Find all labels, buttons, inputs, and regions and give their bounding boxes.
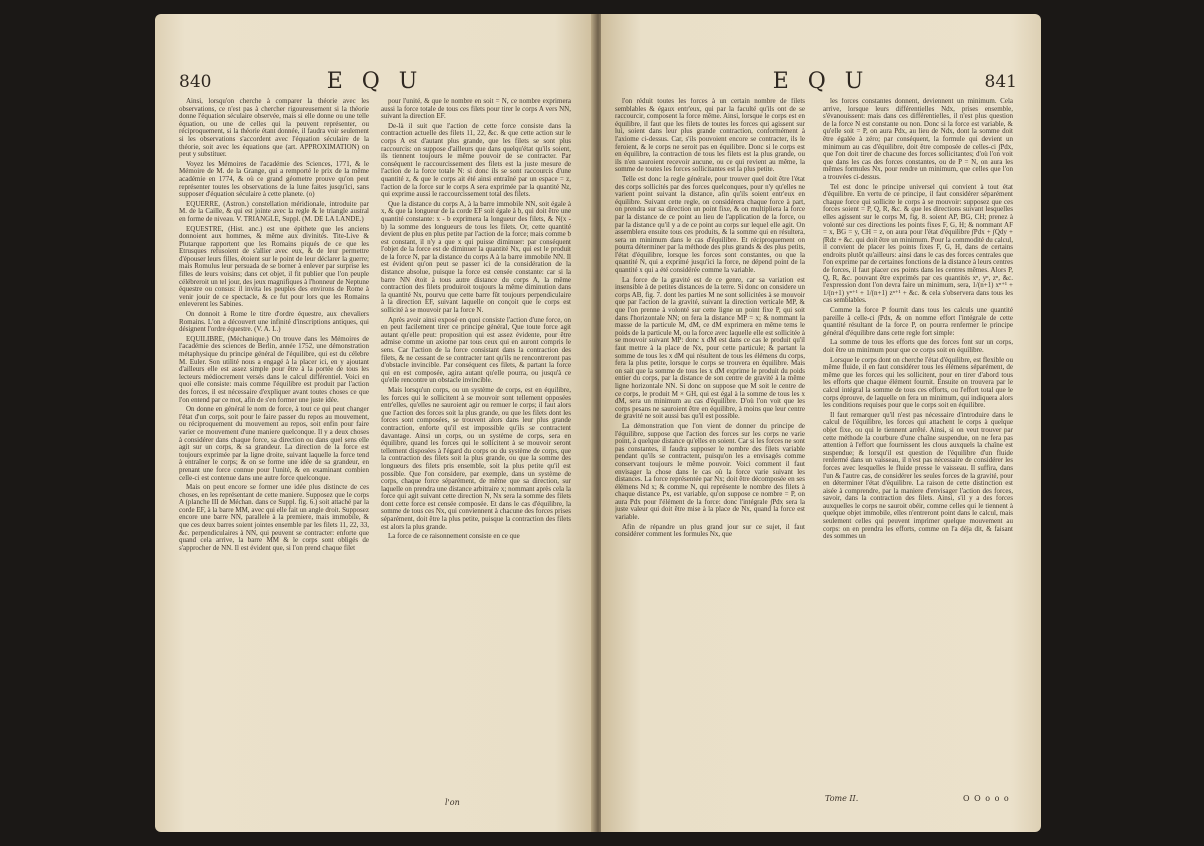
open-book	[155, 14, 1041, 832]
signature-mark: O O o o o	[963, 794, 1010, 803]
paragraph: Ainsi, lorsqu'on cherche à comparer la théorie avec les observations, ce n'est pas à chercher rigoureusement si la théorie donne l'équation séculaire observée, mais si elle donne ou une telle équation, ou une de celles qui la peuvent représenter, ou réciproquement, si la théorie étant donnée, il faudra voir seulement si les observations s'accordent avec l'équation séculaire de la théorie, soit avec les équations que (art. APPROXIMATION) on peut y substituer.	[179, 98, 369, 159]
paragraph: Mais on peut encore se former une idée plus distincte de ces choses, en les représentant de cette maniere. Supposez que le corps A (planche III de Méchan. dans ce Suppl. fig. 6.) soit attaché par la corde EF, à la barre MM, avec qui elle fait un angle droit. Supposez encore une barre NN, parallele à la premiere, mais immobile, & que ces deux barres soient jointes ensemble par les filets 11, 22, 33, &c. perpendiculaires à NN, qui peuvent se contracter: enforte que quand cela arrive, la barre MM & le corps sont obligés de s'approcher de NN. Il est évident que, si l'on prend chaque filet	[179, 483, 369, 552]
paragraph: La somme de tous les efforts que des forces font sur un corps, doit être un minimum pour que ce corps soit en équilibre.	[823, 338, 1013, 354]
right-page	[601, 14, 1041, 832]
paragraph: La démonstration que l'on vient de donner du principe de l'équilibre, suppose que l'action des forces sur les corps ne varie point, à quelque distance qu'elles en soient. Car si les forces ne sont pas constantes, il faudra supposer le nombre des filets variable pendant qu'ils se contractent, puisqu'on les a envisagés comme conservant toujours le même pouvoir. Voici comment il faut envisager la chose dans le cas où la force varie suivant les distances. La force représentée par Nx; doit être décomposée en ses élémens Nd x; & comme N, qui représente le nombre des filets à chaque distance Px, est variable, qu'on suppose ce nombre = P, on aura Pdx pour l'élément de la force: donc l'intégrale ∫Pdx sera la juste valeur qui doit être mise à la place de Nx, quand la force est variable.	[615, 421, 805, 522]
running-head-right: E Q U	[772, 69, 870, 94]
running-head-left: E Q U	[326, 69, 424, 94]
right-column-2	[823, 98, 1013, 798]
paragraph: La force de ce raisonnement consiste en ce que	[388, 532, 520, 541]
catchword-left: l'on	[445, 798, 460, 807]
paragraph: EQUILIBRE, (Méchanique.) On trouve dans les Mémoires de l'académie des sciences de Berlin, année 1752, une démonstration métaphysique du principe général de l'équilibre, qui est du célebre M. Euler. Son utilité nous a engagé à la placer ici, en y ajoutant d'ailleurs elle est assez simple pour être à la portée de tous les lecteurs médiocrement versés dans le calcul différentiel. Voici en quoi elle consiste: mais comme l'équilibre est produit par l'action des forces, il est nécessaire d'expliquer avant toutes choses ce que l'on entend par ce mot, afin de s'en former une juste idée.	[179, 334, 369, 404]
left-page	[155, 14, 595, 832]
volume-footer: Tome II.	[825, 794, 859, 803]
paragraph: Voyez les Mémoires de l'académie des Sciences, 1771, & le Mémoire de M. de la Grange, qui a remporté le prix de la même académie en 1774, & où ce grand géometre prouve qu'on peut représenter toutes les observations de la lune faites jusqu'ici, sans supposer d'équation séculaire à cette planete. (o)	[179, 159, 369, 199]
paragraph: EQUERRE, (Astron.) constellation méridionale, introduite par M. de la Caille, & qui est jointe avec la regle & le triangle austral en forme de niveau. V. TRIANGLE, Suppl. (M. DE LA LANDE.)	[179, 199, 369, 223]
paragraph: La force de la gravité est de ce genre, car sa variation est insensible à de petites distances de la terre. Si donc on considere un corps AB, fig. 7. dont les parties M ne sont sollicitées à se mouvoir que par l'action de la gravité, suivant la direction verticale MP, & que l'on prenne à volonté sur cette ligne un point fixe P, qui soit dans l'horizontale NN; on fera la distance MP = x; & nommant la masse de la particule M, dM, ce dM exprimera en même tems le poids de la particule M, ou la force avec laquelle elle est sollicitée à se mouvoir suivant MP: donc x dM est dans ce cas le produit qu'il faut mettre à la place de Nx, pour cette particule; & partant la somme de tous les x dM qui résultent de tous les élémens du corps, fera la plus petite, lorsque le corps se trouvera en équilibre. Mais on sait que la somme de tous les x dM exprime le produit du poids entier du corps, par la distance de son centre de gravité à la même ligne horizontale NN. Si donc on suppose que M soit le centre de ce corps, le produit M × GH, qui est égal à la somme de tous les x dM, sera un minimum au cas d'équilibre. D'où l'on voit que les corps pesans ne sauroient être en équilibre, à moins que leur centre de gravité ne soit aussi bas qu'il est possible.	[615, 275, 805, 421]
page-number-right: 841	[984, 72, 1017, 92]
paragraph: Comme la force P fournit dans tous les calculs une quantité pareille à celle-ci ∫Pdx, & on nomme effort l'intégrale de cette quantité résultant de la force P, on pourra renfermer le principe général d'équilibre dans cette regle fort simple:	[823, 306, 1013, 337]
paragraph: pour l'unité, & que le nombre en soit = N, ce nombre exprimera aussi la force totale de tous ces filets pour tirer le corps A vers NN, suivant la direction EF.	[381, 98, 571, 121]
paragraph: De-là il suit que l'action de cette force consiste dans la contraction actuelle des filets 11, 22, &c. & que cette action sur le corps A est d'autant plus grande, que les filets se sont plus raccourcis: on suppose d'ailleurs que dans quelqu'état qu'ils soient, ils tiennent toujours le même pouvoir de se contracter. Par conséquent le raccourcissement des filets est la juste mesure de l'action de la force totale N: si donc ils se sont raccourcis d'une quantité z, & que le corps ait été ainsi entraîné par un espace = z, l'action de la force sur le corps A sera exprimée par la quantité Nz, qui exprime aussi le raccourcissement total des filets.	[381, 121, 571, 199]
paragraph: Que la distance du corps A, à la barre immobile NN, soit égale à x, & que la longueur de la corde EF soit égale à b, qui doit être une quantité constante: x - b exprimera la longueur des filets, & N(x - b) la somme des longueurs de tous les filets. Or, cette quantité devient de plus en plus petite par l'action de la force; mais comme b est constant, il n'y a que x qui puisse diminuer: par conséquent l'objet de la force est de diminuer la quantité Nx, qui est le produit de la force N, par la distance du corps A à la barre immobile NN. Il est évident qu'on peut se passer ici de la considération de la distance absolue, puisque la force est censée constante: car si la barre NN étoit à tous autre distance du corps A, la même contraction des filets produiroit toujours la même diminution dans la quantité Nx, pourvu que cette barre fût toujours perpendiculaire à la direction EF, suivant laquelle on conçoit que le corps est sollicité à se mouvoir par la force N.	[381, 199, 571, 315]
paragraph: EQUESTRE, (Hist. anc.) est une épithete que les anciens donnoient aux hommes, & même aux divinités. Tite-Live & Plutarque rapportent que les Romains piqués de ce que les Etrusques refusoient de s'allier avec eux, & de leur permettre d'épouser leurs filles, étoient sur le point de leur déclarer la guerre; mais Romulus leur persuada de se borner à enlever par surprise les filles de leurs voisins; dans cet objet, il fit publier que l'on peuple célébreroit un tel jour, des jeux magnifiques à l'honneur de Neptune équestre ou consus: il invita les peuples des environs de Rome à venir jouir de ce spectacle, & ce fut pour lors que les Romains enleverent les Sabines.	[179, 224, 369, 309]
right-column-1	[615, 98, 805, 798]
left-column-1	[179, 98, 369, 798]
paragraph: Mais lorsqu'un corps, ou un système de corps, est en équilibre, les forces qui le sollicitent à se mouvoir sont tellement opposées entr'elles, qu'elles ne sauroient agir ou remuer le corps; il faut alors que l'action des forces soit la plus grande, ou que les filets dont les forces sont composées, se trouvent alors dans leur plus grande contraction, enforte qu'il est impossible qu'ils se contractent davantage. Ainsi un corps, ou un système de corps, sera en équilibre, quand les forces qui le sollicitent à se mouvoir seront tellement disposées à l'égard du corps ou du système de corps, que la contraction des filets soit la plus grande, ou que la somme des longueurs des filets pris ensemble, soit la plus petite qu'il est possible. Que l'on considere, par exemple, dans un système de corps, chaque force séparément, de même que sa direction, sur laquelle on prendra une distance arbitraire x; nommant après cela la force qui agit suivant cette direction N, Nx sera la somme des filets dont cette force est censée composée. Et dans le cas d'équilibre, la somme de tous ces Nx, qui conviennent à chacune des forces prises séparément, doit être la plus petite, puisque la contraction des filets est alors la plus grande.	[381, 385, 571, 531]
left-column-2	[381, 98, 571, 798]
paragraph: Il faut remarquer qu'il n'est pas nécessaire d'introduire dans le calcul de l'équilibre, les forces qui attachent le corps à quelque objet fixe, ou qui le tiennent arrêté. Ainsi, si on veut trouver par cette méthode la courbure d'une chaîne suspendue, on ne fera pas attention à l'effort que fournissent les clous auxquels la chaîne est suspendue; & lorsqu'il est question de l'équilibre d'un fluide renfermé dans un vaisseau, il n'est pas nécessaire de considérer les forces avec lesquelles le fluide presse le vaisseau. Il suffira, dans l'un & l'autre cas, de considérer les seules forces de la gravité, pour en déterminer l'état d'équilibre. La raison de cette distinction est aisée à comprendre, par la maniere d'envisager l'action des forces, savoir, dans la contraction des filets. Ainsi, s'il y a des forces auxquelles le corps ne sauroit obéir, comme celles qui le tiennent à quelque objet immobile, elles n'entreront point dans le calcul, mais seulement celles qui peuvent imprimer quelque mouvement au corps: on en prendra les efforts, comme on l'a déja dit, & faisant des sommes un	[823, 410, 1013, 541]
paragraph: les forces constantes donnent, deviennent un minimum. Cela arrive, lorsque leurs différentielles Ndx, prises ensemble, s'évanouissent: mais dans ces différentielles, il n'est plus question de la force N est constante ou non. Donc si la force est variable, & qu'elle soit = P, on aura Pdx, au lieu de Ndx, dont la somme doit être égalée à zéro; par conséquent, la formule qui devient un minimum au cas d'équilibre, doit être composée de celles-ci ∫Pdx, que l'on doit tirer de chacune des forces sollicitantes; d'où l'on voit que dans les cas des forces constantes, ou de P = N, on aura les mêmes formules Nx, pour rendre un minimum, que celles que l'on a trouvées ci-dessus.	[823, 98, 1013, 181]
paragraph: l'on réduit toutes les forces à un certain nombre de filets semblables & égaux entr'eux, qui par la faculté qu'ils ont de se raccourcir, composent la force même. Ainsi, lorsque le corps est en équilibre, il faut que les filets de toutes les forces qui agissent sur lui, soient dans leur plus grande contraction, conformément à l'axiome ci-dessus. Car, s'ils pouvoient encore se contracter, ils le feroient, & le corps ne seroit pas en équilibre. Donc si le corps est en équilibre, la contraction de tous les filets est la plus grande, ou ils n'en sauroient recevoir aucune, ou ce qui revient au même, la somme de toutes les forces sollicitantes est la plus petite.	[615, 98, 805, 174]
paragraph: On donnoit à Rome le titre d'ordre équestre, aux chevaliers Romains. L'on a découvert une infinité d'inscriptions antiques, qui désignent l'ordre équestre. (V. A. L.)	[179, 310, 369, 334]
paragraph: Afin de répandre un plus grand jour sur ce sujet, il faut considérer comment les formules Nx, que	[615, 522, 805, 539]
paragraph: Telle est donc la regle générale, pour trouver quel doit être l'état des corps sollicités par des forces quelconques, pour n'y qu'elles ne varient point suivant la distance, afin qu'ils soient entr'eux en équilibre. Suivant cette regle, on considérera chaque force à part, on prendra sur sa direction un point fixe, & on multipliera la force par la distance de ce point au lieu de l'application de la force, ou par la distance qu'il y a de ce point au corps sur lequel elle agit. On assemblera ensuite tous ces produits, & la somme qui en résultera, sera un minimum dans le cas d'équilibre. Et réciproquement on pourra déterminer par la méthode des plus grands & des plus petits, l'état d'équilibre, lorsque les forces sont constantes, ou que la quantité N, qui a exprimé jusqu'ici la force, ne dépend point de la quantité x qui a été considérée comme la variable.	[615, 174, 805, 275]
paragraph: On donne en général le nom de force, à tout ce qui peut changer l'état d'un corps, soit pour le faire passer du repos au mouvement, ou réciproquement du mouvement au repos, soit enfin pour faire varier ce mouvement d'une maniere quelconque. Il y a deux choses à considérer dans chaque force, sa direction ou dans quel sens elle agit sur un corps, & sa grandeur. La direction de la force est toujours exprimée par la ligne droite, suivant laquelle la force tend à entraîner le corps; & on se forme une idée de sa grandeur, en prenant une force connue pour l'unité, & en examinant combien celle-ci est contenue dans une autre force quelconque.	[179, 405, 369, 482]
paragraph: Après avoir ainsi exposé en quoi consiste l'action d'une force, on en peut facilement tirer ce principe général, Que toute force agit autant qu'elle peut: proposition qui est assez évidente, pour être admise comme un axiome par tous ceux qui en auront compris le sens. Car l'action de la force consistant dans la contraction des filets, & ne cessant de se contracter tant qu'ils ne rencontreront pas d'obstacle invincible. Par conséquent ces filets, & partant la force qui en est composée, agira autant qu'elle pourra, ou jusqu'à ce qu'elle rencontre un obstacle invincible.	[381, 315, 571, 385]
paragraph: Lorsque le corps dont on cherche l'état d'équilibre, est flexible ou même fluide, il en faut considérer tous les élémens séparément, de même que les forces qui les sollicitent, pour en tirer d'abord tous les efforts que chaque élément fournit. Ensuite on trouvera par le calcul intégral la somme de tous ces efforts, ou l'effort total que le corps éprouve, de laquelle on fera un minimum, qui indiquera alors les conditions requises pour que le corps soit en équilibre.	[823, 355, 1013, 410]
paragraph: Tel est donc le principe universel qui convient à tout état d'équilibre. En vertu de ce principe, il faut considérer séparément chaque force qui sollicite le corps à se mouvoir: supposez que ces forces soient = P, Q, R, &c. & que les directions suivant lesquelles elles agissent sur le corps M, fig. 8. soient AP, BG, CH; prenez à volonté sur ces directions les points fixes F, G, H; & nommant AF = x, BG = y, CH = z, on aura pour l'état d'équilibre ∫Pdx + ∫Qdy + ∫Rdz + &c. qui doit être un minimum. Pour la commodité du calcul, il convient de placer les points fixes F, G, H, dans de certains endroits plutôt qu'ailleurs: ainsi dans le cas des forces centrales que l'on exprime par de certaines fonctions de la distance à leurs centres de forces, il faut placer ces points dans les centres mêmes. Alors P, Q, R, &c. pouvant être exprimés par ces quantités xⁿ, yⁿ, zⁿ, &c. l'expression dont l'on devra faire un minimum, sera, 1/(n+1) xⁿ⁺¹ + 1/(n+1) yⁿ⁺¹ + 1/(n+1) zⁿ⁺¹ + &c. & cela s'observera dans tous les cas semblables.	[823, 182, 1013, 305]
page-number-left: 840	[179, 72, 212, 92]
